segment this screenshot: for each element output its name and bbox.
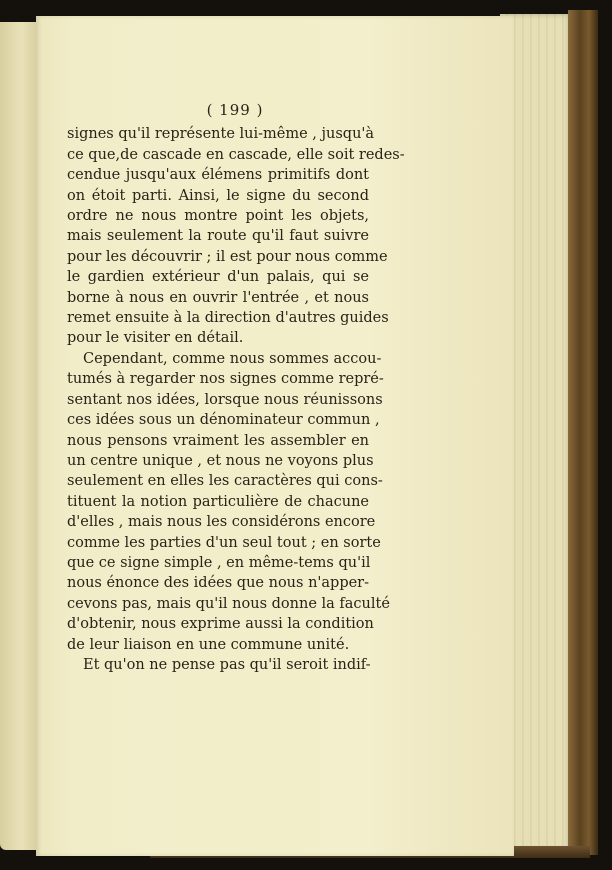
- text-line: un centre unique , et nous ne voyons plus: [67, 452, 374, 469]
- left-page-edge: [0, 22, 36, 850]
- text-line: ordre ne nous montre point les objets,: [67, 208, 369, 225]
- text-line: nous pensons vraiment les assembler en: [67, 432, 369, 449]
- text-line: Et qu'on ne pense pas qu'il seroit indif-: [83, 656, 371, 673]
- text-line: signes qu'il représente lui-même , jusqu'à: [67, 126, 375, 143]
- text-lines: [67, 124, 405, 675]
- text-line: cendue jusqu'aux élémens primitifs dont: [67, 167, 369, 184]
- text-line: cevons pas, mais qu'il nous donne la faculté: [67, 595, 390, 612]
- text-line: on étoit parti. Ainsi, le signe du second: [67, 187, 369, 204]
- text-line: comme les parties d'un seul tout ; en sorte: [67, 534, 381, 551]
- text-line: pour le visiter en détail.: [67, 330, 244, 347]
- text-line: pour les découvrir ; il est pour nous comme: [67, 248, 388, 265]
- text-line: mais seulement la route qu'il faut suivre: [67, 228, 369, 245]
- text-line: tituent la notion particulière de chacune: [67, 493, 369, 510]
- text-line: d'obtenir, nous exprime aussi la condition: [67, 616, 374, 633]
- book-cover-board: [568, 10, 598, 855]
- page-text-block: [67, 100, 405, 675]
- text-line: que ce signe simple , en même-tems qu'il: [67, 554, 371, 571]
- text-line: de leur liaison en une commune unité.: [67, 636, 350, 653]
- text-line: nous énonce des idées que nous n'apper-: [67, 575, 370, 592]
- text-line: seulement en elles les caractères qui cons-: [67, 473, 383, 490]
- text-line: le gardien extérieur d'un palais, qui se: [67, 269, 369, 286]
- text-line: tumés à regarder nos signes comme repré-: [67, 371, 384, 388]
- text-line: ces idées sous un dénominateur commun ,: [67, 412, 380, 429]
- text-line: Cependant, comme nous sommes accou-: [83, 350, 382, 367]
- text-line: sentant nos idées, lorsque nous réunissons: [67, 391, 383, 408]
- page-number-header: ( 199 ): [206, 101, 264, 119]
- text-line: remet ensuite à la direction d'autres guides: [67, 310, 389, 327]
- text-line: borne à nous en ouvrir l'entrée , et nous: [67, 289, 369, 306]
- text-line: d'elles , mais nous les considérons encore: [67, 514, 376, 531]
- text-line: ce que,de cascade en cascade, elle soit redes-: [67, 146, 405, 163]
